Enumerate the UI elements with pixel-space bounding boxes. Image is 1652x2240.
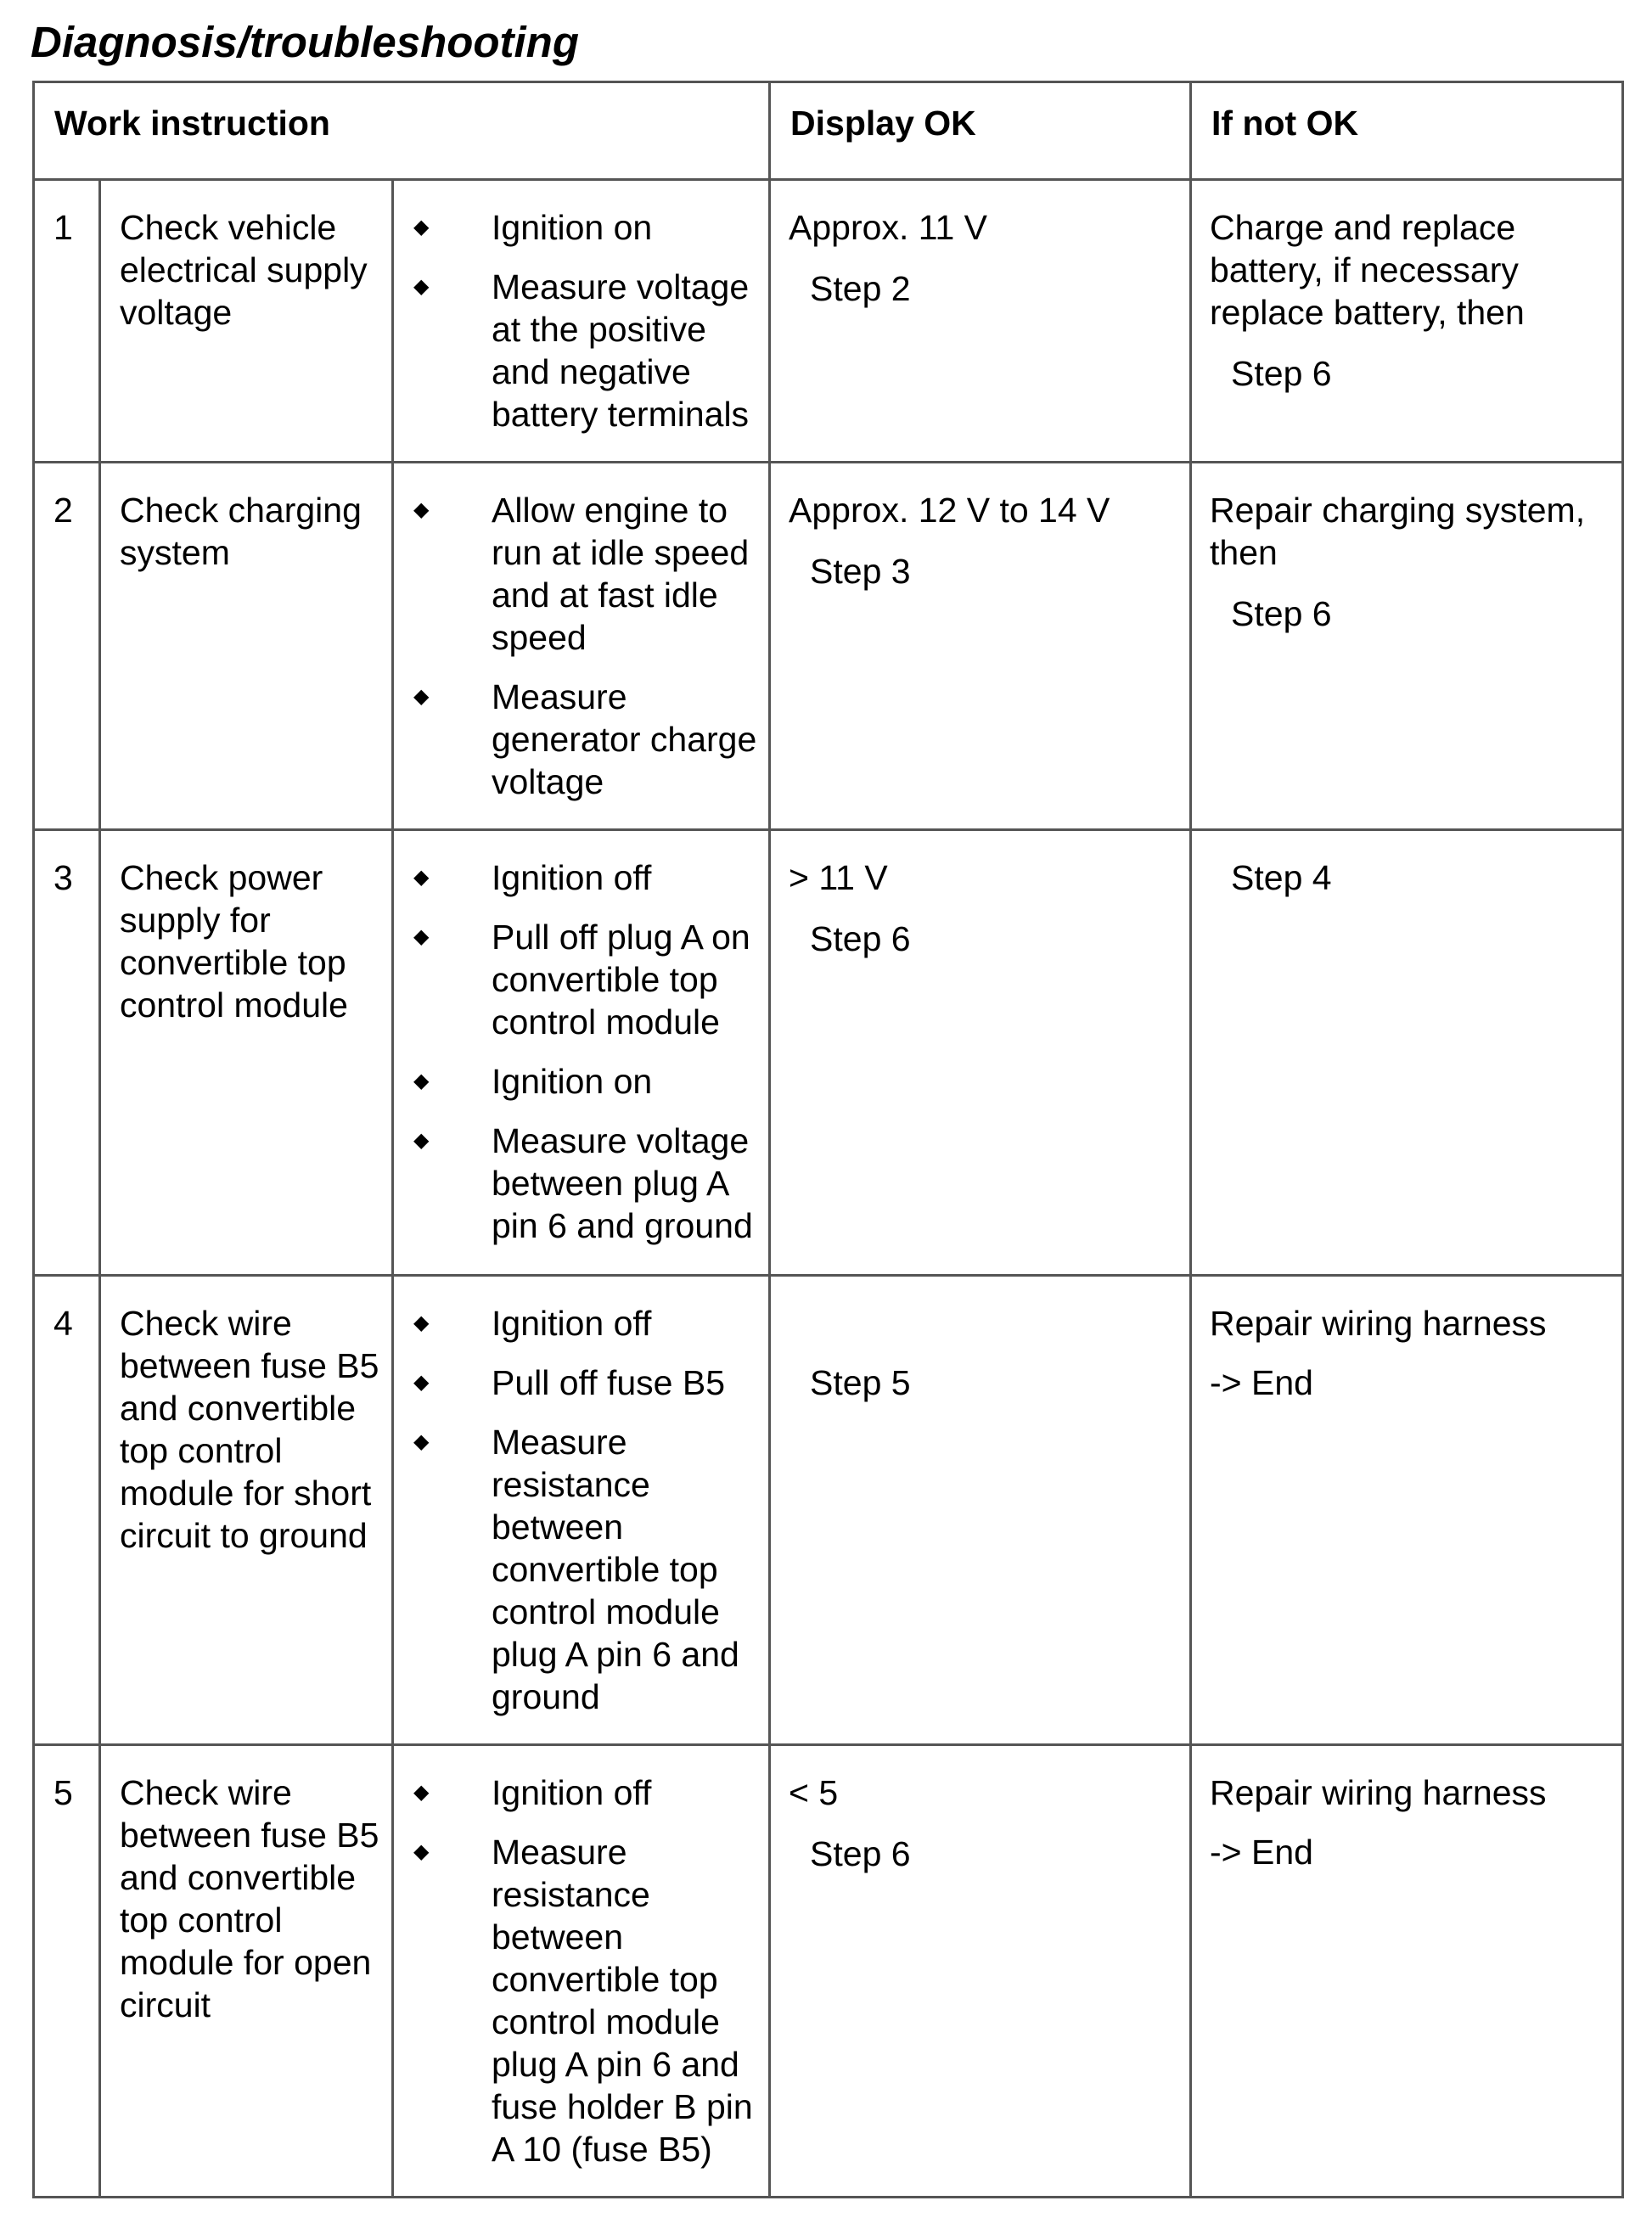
display-value: Approx. 12 V to 14 V xyxy=(789,491,1110,530)
display-value: > 11 V xyxy=(789,858,888,897)
step-number: 4 xyxy=(34,1276,100,1745)
diamond-bullet-icon: ◆ xyxy=(413,1129,430,1152)
table-row xyxy=(34,180,1623,463)
action-list xyxy=(393,180,770,463)
table-row xyxy=(34,1276,1623,1745)
check-description: Check charging system xyxy=(100,463,393,830)
list-item: ◆ Measure resistance between convertible top control module plug A pin 6 and fuse holder B pin A 10 (fuse B5) xyxy=(413,1833,753,2169)
step-number: 1 xyxy=(34,180,100,463)
not-ok-step: Step 6 xyxy=(1231,354,1332,393)
header-display-ok: Display OK xyxy=(770,82,1191,180)
display-step: Step 2 xyxy=(810,269,911,308)
table-row xyxy=(34,463,1623,830)
display-ok-cell xyxy=(770,830,1191,1276)
not-ok-cell xyxy=(1191,1745,1623,2198)
diamond-bullet-icon: ◆ xyxy=(413,685,430,708)
display-ok-cell xyxy=(770,1276,1191,1745)
header-work-instruction: Work instruction xyxy=(34,82,770,180)
diamond-bullet-icon: ◆ xyxy=(413,1840,430,1863)
check-description: Check vehicle electrical supply voltage xyxy=(100,180,393,463)
diamond-bullet-icon: ◆ xyxy=(413,1430,430,1453)
list-item: ◆ Ignition on xyxy=(413,1062,653,1101)
header-if-not-ok: If not OK xyxy=(1191,82,1623,180)
table-row xyxy=(34,830,1623,1276)
step-number: 3 xyxy=(34,830,100,1276)
display-ok-cell xyxy=(770,1745,1191,2198)
diamond-bullet-icon: ◆ xyxy=(413,216,430,239)
action-list xyxy=(393,1276,770,1745)
not-ok-cell xyxy=(1191,463,1623,830)
list-item: ◆ Ignition on xyxy=(413,208,653,247)
display-step: Step 3 xyxy=(810,552,911,591)
diamond-bullet-icon: ◆ xyxy=(413,866,430,889)
check-description: Check power supply for convertible top control module xyxy=(100,830,393,1276)
list-item: ◆ Pull off fuse B5 xyxy=(413,1363,726,1402)
diamond-bullet-icon: ◆ xyxy=(413,275,430,298)
list-item: ◆ Measure voltage between plug A pin 6 and ground xyxy=(413,1121,753,1245)
list-item: ◆ Pull off plug A on convertible top control module xyxy=(413,918,750,1041)
diamond-bullet-icon: ◆ xyxy=(413,1069,430,1092)
list-item: ◆ Ignition off xyxy=(413,1304,652,1343)
diamond-bullet-icon: ◆ xyxy=(413,1371,430,1394)
table-header-row xyxy=(34,82,1623,180)
not-ok-text: Repair charging system, then xyxy=(1210,491,1586,572)
not-ok-text: Charge and replace battery, if necessary replace battery, then xyxy=(1210,208,1525,332)
display-ok-cell xyxy=(770,180,1191,463)
not-ok-text: Repair wiring harness xyxy=(1210,1304,1547,1343)
display-value: < 5 xyxy=(789,1773,839,1812)
step-number: 2 xyxy=(34,463,100,830)
check-description: Check wire between fuse B5 and convertible top control module for short circuit to ground xyxy=(100,1276,393,1745)
list-item: ◆ Ignition off xyxy=(413,858,652,897)
action-list xyxy=(393,1745,770,2198)
diagnosis-table xyxy=(32,81,1624,2198)
not-ok-cell xyxy=(1191,180,1623,463)
not-ok-step: Step 6 xyxy=(1231,594,1332,633)
table-row xyxy=(34,1745,1623,2198)
display-ok-cell xyxy=(770,463,1191,830)
step-number: 5 xyxy=(34,1745,100,2198)
display-step: Step 5 xyxy=(810,1363,911,1402)
list-item: ◆ Measure generator charge voltage xyxy=(413,677,757,801)
not-ok-cell xyxy=(1191,1276,1623,1745)
not-ok-text: Repair wiring harness xyxy=(1210,1773,1547,1812)
action-list xyxy=(393,830,770,1276)
not-ok-end: -> End xyxy=(1210,1363,1313,1402)
list-item: ◆ Allow engine to run at idle speed and at fast idle speed xyxy=(413,491,750,657)
diamond-bullet-icon: ◆ xyxy=(413,498,430,521)
list-item: ◆ Measure voltage at the positive and negative battery terminals xyxy=(413,267,750,434)
diamond-bullet-icon: ◆ xyxy=(413,925,430,948)
display-value: Approx. 11 V xyxy=(789,208,988,247)
diamond-bullet-icon: ◆ xyxy=(413,1311,430,1334)
display-step: Step 6 xyxy=(810,919,911,958)
not-ok-cell xyxy=(1191,830,1623,1276)
display-step: Step 6 xyxy=(810,1834,911,1873)
diamond-bullet-icon: ◆ xyxy=(413,1781,430,1804)
action-list xyxy=(393,463,770,830)
not-ok-step: Step 4 xyxy=(1231,858,1332,897)
not-ok-end: -> End xyxy=(1210,1833,1313,1872)
check-description: Check wire between fuse B5 and convertible top control module for open circuit xyxy=(100,1745,393,2198)
list-item: ◆ Measure resistance between convertible top control module plug A pin 6 and ground xyxy=(413,1423,739,1716)
page-title: Diagnosis/troubleshooting xyxy=(31,18,579,66)
list-item: ◆ Ignition off xyxy=(413,1773,652,1812)
